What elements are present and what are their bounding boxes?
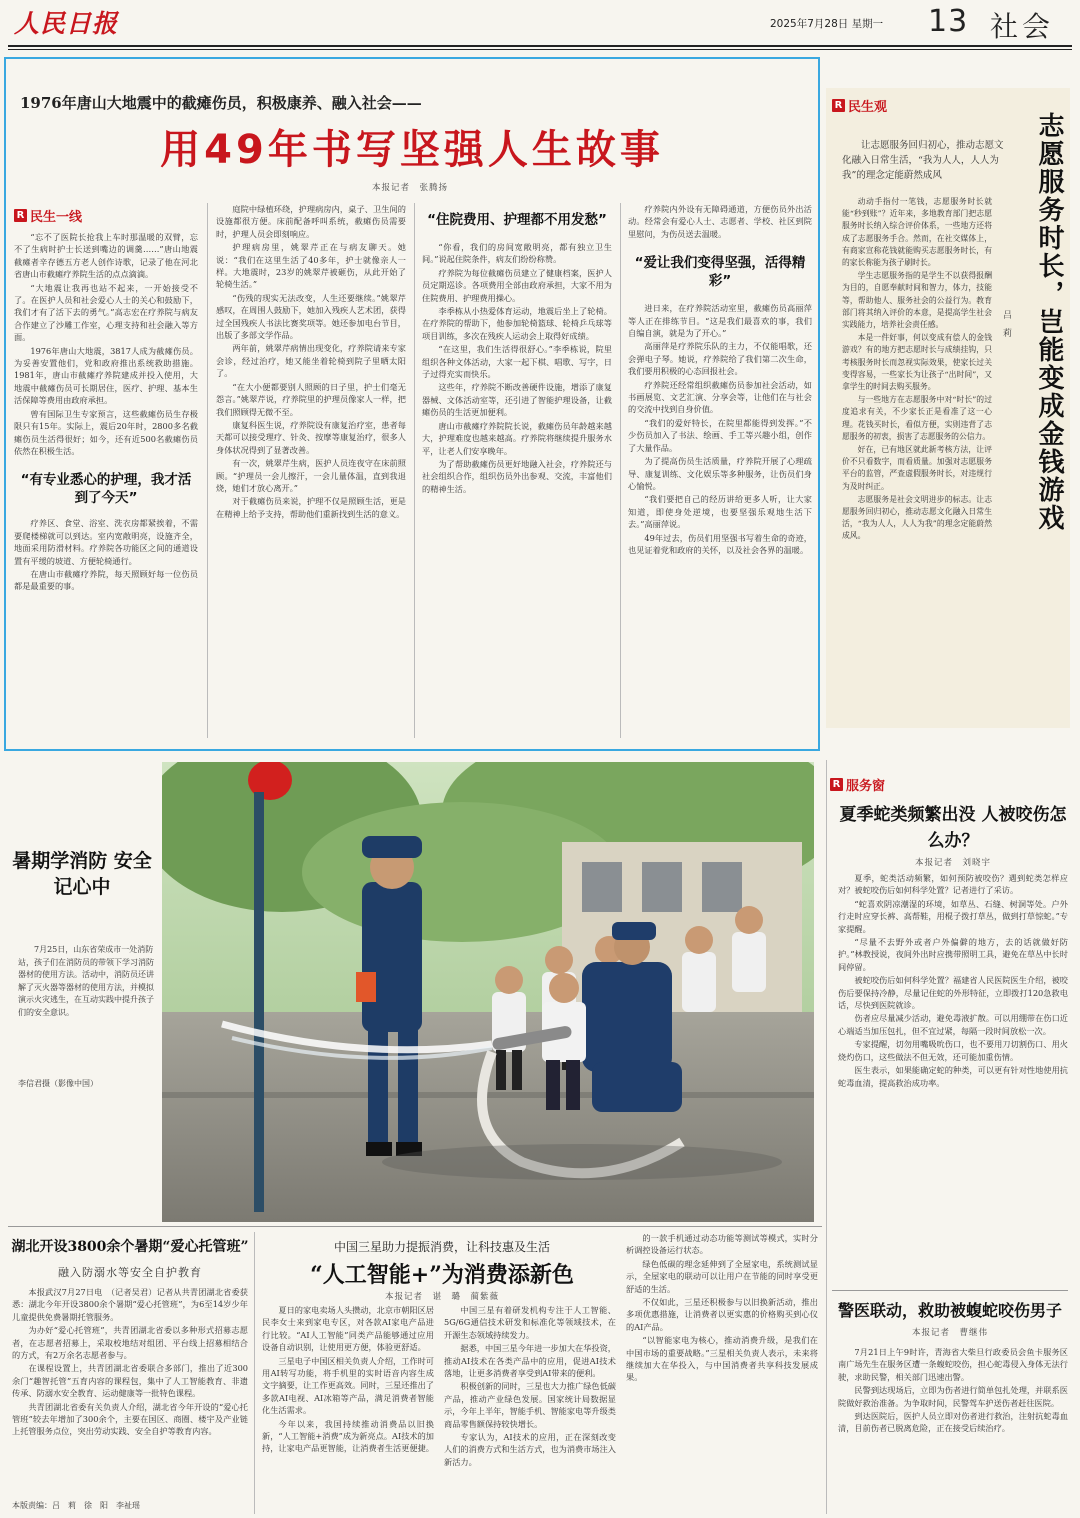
paragraph: 高丽萍是疗养院乐队的主力，不仅能唱歌，还会弹电子琴。她说，疗养院给了我们第二次生命，我们要用积极的心态回报社会。 bbox=[628, 341, 812, 377]
paragraph: “蛇喜欢阴凉潮湿的环境，如草丛、石缝、树洞等处。户外行走时应穿长裤、高帮鞋，用棍子拨打草丛，做到打草惊蛇。”专家提醒。 bbox=[838, 898, 1068, 934]
paragraph: “尽量不去野外或者户外偏僻的地方，去的话就做好防护。”林教授说，夜间外出时应携带照明工具，避免在草丛中长时间停留。 bbox=[838, 937, 1068, 972]
lead-column-4 bbox=[628, 203, 812, 743]
ai-column-3 bbox=[626, 1232, 818, 1514]
paragraph: 绿色低碳的理念延伸到了全屋家电，系统测试显示，全屋家电的联动可以让用户在节能的同时享受更舒适的生活。 bbox=[626, 1258, 818, 1294]
paragraph: 康复科医生说，疗养院设有康复治疗室，患者每天都可以接受理疗、针灸、按摩等康复治疗，很多人身体状况得到了显著改善。 bbox=[216, 419, 406, 455]
lead-column-3 bbox=[422, 203, 612, 743]
column-divider bbox=[414, 203, 415, 738]
fire-drill-illustration bbox=[162, 762, 814, 1222]
issue-date: 2025年7月28日 星期一 bbox=[770, 18, 884, 30]
lead-column-1 bbox=[14, 203, 198, 743]
paragraph: 庭院中绿植环绕，护理病房内，桌子、卫生间的设施都很方便。床前配备呼叫系统，截瘫伤员需要时，护理人员会即刻响应。 bbox=[216, 204, 406, 239]
paragraph: “大地震让我再也站不起来，一开始接受不了。在医护人员和社会爱心人士的关心和鼓励下，我们才有了活下去的勇气。”高志宏在疗养院与病友合作建立了沙雕工作室，心理支持和社会融入等方面。 bbox=[14, 282, 198, 343]
section-divider bbox=[832, 1290, 1068, 1291]
page-editors: 本版责编：吕 莉 徐 阳 李祉瑶 bbox=[12, 1501, 140, 1510]
paragraph: 据悉，中国三星今年进一步加大在华投资，推动AI技术在各类产品中的应用，促进AI技术落地，让更多消费者享受到AI带来的便利。 bbox=[444, 1343, 616, 1379]
paragraph: 在唐山市截瘫疗养院，每天照顾好每一位伤员都是最重要的事。 bbox=[14, 568, 198, 592]
lead-column-2 bbox=[216, 203, 406, 743]
paragraph: 唐山市截瘫疗养院院长说，截瘫伤员年龄越来越大，护理难度也越来越高。疗养院将继续提升服务水平，让老人们安享晚年。 bbox=[422, 420, 612, 456]
masthead-rule-thick bbox=[8, 45, 1072, 47]
service-headline: 夏季蛇类频繁出没 人被咬伤怎么办？ bbox=[839, 805, 1067, 851]
paragraph: 的一款手机通过动态功能等测试等模式，实时分析调控设备运行状态。 bbox=[626, 1233, 818, 1256]
r-logo-icon: R bbox=[832, 99, 845, 112]
paragraph: 今年以来，我国持续推动消费品以旧换新，“人工智能+消费”成为新亮点。AI技术的加持，让家电产品更智能，让消费者生活更便捷。 bbox=[262, 1418, 434, 1454]
paragraph: 本报武汉7月27日电 （记者吴君）记者从共青团湖北省委获悉：湖北今年开设3800余个暑期“爱心托管班”，为6至14岁少年儿童提供免费暑期托管服务。 bbox=[12, 1287, 248, 1322]
photo-credit: 李信君摄（影像中国） bbox=[18, 1079, 98, 1088]
paragraph: 夏日的家电卖场人头攒动，北京市朝阳区居民李女士来到家电专区，对各款AI家电产品进行比较。“AI人工智能”同类产品能够通过应用设备自动识别，让使用更方便，体验更舒适。 bbox=[262, 1305, 434, 1353]
opinion-body bbox=[842, 196, 992, 724]
ai-byline: 本报记者 谌 璐 蔺紫薇 bbox=[384, 1292, 499, 1302]
r-logo-icon: R bbox=[830, 778, 843, 791]
opinion-headline: 志愿服务时长，岂能变成金钱游戏 bbox=[1034, 112, 1064, 532]
police-byline: 本报记者 曹继伟 bbox=[911, 1328, 988, 1338]
paragraph: 伤者应尽量减少活动，避免毒液扩散。可以用绷带在伤口近心端适当加压包扎，但不宜过紧，每隔一段时间放松一次。 bbox=[838, 1013, 1068, 1036]
r-logo-icon: R bbox=[14, 209, 27, 222]
paragraph: 护理病房里，姚翠芹正在与病友聊天。她说：“我们在这里生活了40多年，护士就像亲人一样。大地震时，23岁的姚翠芹被砸伤，从此开始了轮椅生活。” bbox=[216, 242, 406, 290]
paragraph: 专家认为，AI技术的应用，正在深刻改变人们的消费方式和生活方式，也为消费市场注入新活力。 bbox=[444, 1432, 616, 1467]
opinion-tag: R 民生观 bbox=[832, 93, 887, 115]
photo-caption-panel bbox=[8, 762, 160, 1222]
opinion-author: 吕 莉 bbox=[1001, 310, 1011, 337]
paragraph: 学生志愿服务指的是学生不以获得报酬为目的，自愿奉献时间和智力，体力，技能等，帮助他人、服务社会的公益行为。教育部门将其纳入评价的本意，是提高学生社会实践能力，培养社会责任感。 bbox=[842, 271, 992, 330]
photo-caption: 7月25日，山东省荣成市一处消防站，孩子们在消防员的带领下学习消防器材的使用方法。活动中，消防员还讲解了灭火器等器材的使用方法，并模拟演示火灾逃生，在互动实践中提升孩子们的安全意识。 bbox=[18, 945, 154, 1017]
paragraph: 夏季，蛇类活动频繁，如何预防被咬伤？遇到蛇类怎样应对？被蛇咬伤后如何科学处置？记者进行了采访。 bbox=[838, 873, 1068, 896]
paragraph: 三星电子中国区相关负责人介绍，工作时可用AI转写功能，将手机里的实时语音内容生成文字摘要，让工作更高效。同时，三星还推出了多款AI电视、AI冰箱等产品，满足消费者智能化生活需求。 bbox=[262, 1355, 434, 1416]
paragraph: 被蛇咬伤后如何科学处置？福建省人民医院医生介绍，被咬伤后要保持冷静，尽量记住蛇的外形特征，立即拨打120急救电话，尽快到医院就诊。 bbox=[838, 975, 1068, 1011]
paragraph: “伤残的现实无法改变，人生还要继续。”姚翠芹感叹，在周围人鼓励下，她加入残疾人艺术团，获得过全国残疾人书法比赛奖项等。她还参加电台节目，出版了多部文学作品。 bbox=[216, 292, 406, 341]
paragraph: 动动手指付一笔钱，志愿服务时长就能“秒到账”？近年来，多地教育部门把志愿服务时长纳入综合评价体系，一些地方还将成了志愿服务手合。然而，在社交媒体上，有商家宣称花钱就能购买志愿服务时长，有的家长称能为孩子刷时长。 bbox=[842, 197, 992, 268]
paragraph: “我们要把自己的经历讲给更多人听，让大家知道，即使身处逆境，也要坚强乐观地生活下去。”高丽萍说。 bbox=[628, 494, 812, 530]
section-subhead: “ 住院费用、护理都不用发愁 ” bbox=[422, 211, 612, 229]
lead-byline: 本报记者 张腾扬 bbox=[371, 183, 448, 193]
ai-kicker: 中国三星助力提振消费，让科技惠及生活 bbox=[333, 1240, 550, 1254]
paragraph: 在课程设置上，共青团湖北省委联合多部门，推出了近300余门“趣智托管”五育内容的课程包，集中了人工智能教育、非遗传承、防溺水安全教育、运动健康等一批特色课程。 bbox=[12, 1363, 248, 1399]
paragraph: 到达医院后，医护人员立即对伤者进行救治，注射抗蛇毒血清，目前伤者已脱离危险，正在接受后续治疗。 bbox=[838, 1411, 1068, 1434]
paragraph: 李季栋从小热爱体育运动，地震后坐上了轮椅。在疗养院的帮助下，他参加轮椅篮球、轮椅乒乓球等项目训练，多次在残疾人运动会上取得好成绩。 bbox=[422, 306, 612, 341]
fire-drill-photo bbox=[162, 762, 814, 1222]
masthead-rule-thin bbox=[8, 49, 1072, 50]
ai-headline: “人工智能+”为消费添新色 bbox=[310, 1262, 574, 1288]
hubei-headline: 湖北开设3800余个暑期“爱心托管班” bbox=[11, 1239, 249, 1255]
paragraph: 为了提高伤员生活质量，疗养院开展了心理疏导、康复训练、文化娱乐等多种服务，让伤员们身心愉悦。 bbox=[628, 456, 812, 491]
paragraph: 为办好“爱心托管班”，共青团湖北省委以多种形式招募志愿者，在志愿者招募上，采取校地结对组团、平台线上招募相结合的方式，有2万余名志愿者参与。 bbox=[12, 1325, 248, 1361]
paragraph: 对于截瘫伤员来说，护理不仅是照顾生活，更是在精神上给予支持，帮助他们重新找到生活的意义。 bbox=[216, 496, 406, 519]
column-tag-minsheng: R 民生一线 bbox=[14, 206, 82, 225]
section-subhead: “ 有专业悉心的护理，我才活到了今天 ” bbox=[14, 471, 198, 507]
paragraph: 本是一件好事，何以变成有偿人的金钱游戏？有的地方把志愿时长与成绩挂钩，只考核服务时长而忽视实际效果，使家长过关变得容易，一些家长为让孩子“出时间”，又拿学生的时间去购买服务。 bbox=[842, 333, 992, 392]
paragraph: “你看，我们的房间宽敞明亮，都有独立卫生间。”说起住院条件，病友们纷纷称赞。 bbox=[422, 242, 612, 265]
ai-column-1 bbox=[262, 1304, 434, 1514]
paragraph: 疗养院还经常组织截瘫伤员参加社会活动，如书画展览、文艺汇演、分享会等，让他们在与社会的交流中找到自身价值。 bbox=[628, 379, 812, 415]
masthead bbox=[0, 0, 1080, 52]
paragraph: 49年过去，伤员们用坚强书写着生命的奇迹，也见证着党和政府的关怀，以及社会各界的温暖。 bbox=[628, 532, 812, 555]
paragraph: 疗养区、食堂、浴室、洗衣房都紧挨着，不需要爬楼梯就可以到达。室内宽敞明亮，设施齐全，地面采用防滑材料。疗养院各功能区之间的通道设置有平缓的坡道、方便轮椅通行。 bbox=[14, 518, 198, 566]
lead-kicker: 1976年唐山大地震中的截瘫伤员，积极康养、融入社会—— bbox=[20, 94, 422, 112]
paragraph: 志愿服务是社会文明进步的标志。让志愿服务回归初心，推动志愿文化融入日常生活，“我为人人，人人为我”的理念定能蔚然成风。 bbox=[842, 494, 992, 541]
paragraph: 不仅如此，三星还积极参与以旧换新活动，推出多项优惠措施，让消费者以更实惠的价格购买到心仪的AI产品。 bbox=[626, 1297, 818, 1332]
section-name: 社会 bbox=[990, 10, 1055, 43]
paragraph: 民警到达现场后，立即为伤者进行简单包扎处理，并联系医院做好救治准备。为争取时间，民警驾车护送伤者赶往医院。 bbox=[838, 1385, 1068, 1408]
service-tag: R 服务窗 bbox=[830, 772, 885, 794]
paragraph: 进日来，在疗养院活动室里，截瘫伤员高丽萍等人正在排练节目。“这是我们最喜欢的事，我们自编自演，就是为了开心。” bbox=[628, 303, 812, 339]
paragraph: “忘不了医院长抢我上车时那温暖的双臂，忘不了生病时护士长送到嘴边的调羹……”唐山地震截瘫者辛存德五方老人创作诗歌，记录了他在河北省唐山市截瘫疗养院生活的点点滴滴。 bbox=[14, 232, 198, 280]
paragraph: “在这里，我们生活得很舒心。”李季栋说，院里组织各种文体活动，大家一起下棋、唱歌、写字，日子过得充实而快乐。 bbox=[422, 344, 612, 380]
paragraph: “在大小便都要别人照顾的日子里，护士们毫无怨言。”姚翠芹说，疗养院里的护理员像家人一样，把我们照顾得无微不至。 bbox=[216, 381, 406, 417]
paragraph: 两年前，姚翠芹病情出现变化，疗养院请来专家会诊，经过治疗，她又能坐着轮椅到院子里晒太阳了。 bbox=[216, 343, 406, 379]
photo-headline: 暑期学消防 安全记心中 bbox=[12, 850, 152, 898]
paragraph: 疗养院内外设有无障碍通道，方便伤员外出活动。经常会有爱心人士、志愿者、学校、社区到院里慰问，为伤员送去温暖。 bbox=[628, 204, 812, 239]
service-byline: 本报记者 刘晓宇 bbox=[914, 858, 991, 868]
column-divider bbox=[254, 1232, 255, 1514]
paragraph: 为了帮助截瘫伤员更好地融入社会，疗养院还与社会组织合作，组织伤员外出参观、交流，丰富他们的精神生活。 bbox=[422, 458, 612, 494]
lead-headline: 用49年书写坚强人生故事 bbox=[160, 127, 664, 173]
paragraph: 共青团湖北省委有关负责人介绍，湖北省今年开设的“爱心托管班”较去年增加了300余个，主要在国区、商圈、楼宇及产业链上托管服务点位，突出劳动实践、安全自护等教育内容。 bbox=[12, 1401, 248, 1437]
paragraph: 7月21日上午9时许，青海省大柴旦行政委员会鱼卡服务区南广场先生在服务区遭一条蝮蛇咬伤，担心蛇毒侵入身体无法行驶，求助民警，相关部门迅速出警。 bbox=[838, 1347, 1068, 1382]
hubei-body bbox=[12, 1286, 248, 1494]
paragraph: 医生表示，如果能确定蛇的种类，可以更有针对性地使用抗蛇毒血清，提高救治成功率。 bbox=[838, 1065, 1068, 1088]
service-body bbox=[838, 872, 1068, 1277]
paragraph: 中国三星有着研发机构专注于人工智能、5G/6G通信技术研发和标准化等领域技术，在开源生态领域持续发力。 bbox=[444, 1305, 616, 1340]
column-divider bbox=[620, 203, 621, 738]
column-divider bbox=[207, 203, 208, 738]
hubei-subhead: 融入防溺水等安全自护教育 bbox=[58, 1266, 202, 1279]
police-headline: 警医联动，救助被蝮蛇咬伤男子 bbox=[837, 1301, 1062, 1320]
section-subhead: “ 爱让我们变得坚强，活得精彩 ” bbox=[628, 254, 812, 290]
column-divider bbox=[826, 760, 827, 1514]
police-body bbox=[838, 1346, 1068, 1514]
opinion-intro: 让志愿服务回归初心，推动志愿文化融入日常生活，“我为人人，人人为我”的理念定能蔚然成风 bbox=[842, 140, 1004, 181]
paragraph: 这些年，疗养院不断改善硬件设施，增添了康复器械、文体活动室等，还引进了智能护理设备，让截瘫伤员的生活更加便利。 bbox=[422, 382, 612, 418]
paragraph: “以智能家电为核心，推动消费升级，是我们在中国市场的重要战略。”三星相关负责人表示，未来将继续加大在华投入，与中国消费者共享科技发展成果。 bbox=[626, 1335, 818, 1383]
paragraph: 疗养院为每位截瘫伤员建立了健康档案，医护人员定期巡诊。各项费用全部由政府承担，大家不用为住院费用、护理费用操心。 bbox=[422, 267, 612, 303]
paragraph: 与一些地方在志愿服务中对“时长”的过度追求有关，不少家长正是看准了这一心理。花钱买时长，看似方便，实则违背了志愿服务的初衷，损害了志愿服务的公信力。 bbox=[842, 395, 992, 441]
paragraph: 专家提醒，切勿用嘴吸吮伤口，也不要用刀切割伤口、用火烧灼伤口，这些做法不但无效，还可能加重伤情。 bbox=[838, 1039, 1068, 1062]
paragraph: 曾有国际卫生专家预言，这些截瘫伤员生存极限只有15年。实际上，震后20年时，2800多名截瘫伤员生活得很好；如今，还有近500名截瘫伤员依然在积极生活。 bbox=[14, 408, 198, 456]
section-divider bbox=[8, 1226, 822, 1227]
page-number: 13 bbox=[928, 4, 969, 39]
paragraph: 有一次，姚翠芹生病，医护人员连夜守在床前照顾。“护理员一会儿擦汗，一会儿量体温，直到我退烧，她们才放心离开。” bbox=[216, 458, 406, 493]
newspaper-logo: 人民日报 bbox=[14, 9, 119, 38]
paragraph: 好在，已有地区就此新考核方法，让评价不只看数字，而看质量。加强对志愿服务平台的监管，严查虚假服务时长，对违规行为及时纠正。 bbox=[842, 445, 992, 491]
paragraph: “我们的爱好特长，在院里都能得到发挥。”不少伤员加入了书法、绘画、手工等兴趣小组，创作了大量作品。 bbox=[628, 417, 812, 453]
paragraph: 积极创新的同时，三星也大力推广绿色低碳产品，推动产业绿色发展。国家统计局数据显示，今年上半年，智能手机、智能家电等升级类商品零售额保持较快增长。 bbox=[444, 1381, 616, 1429]
paragraph: 1976年唐山大地震，3817人成为截瘫伤员。为妥善安置他们，党和政府推出系统救助措施。1981年，唐山市截瘫疗养院建成并投入使用，大地震中截瘫伤员可长期居住，医疗、护理、基本生活保障等费用由政府承担。 bbox=[14, 345, 198, 406]
ai-column-2 bbox=[444, 1304, 616, 1514]
